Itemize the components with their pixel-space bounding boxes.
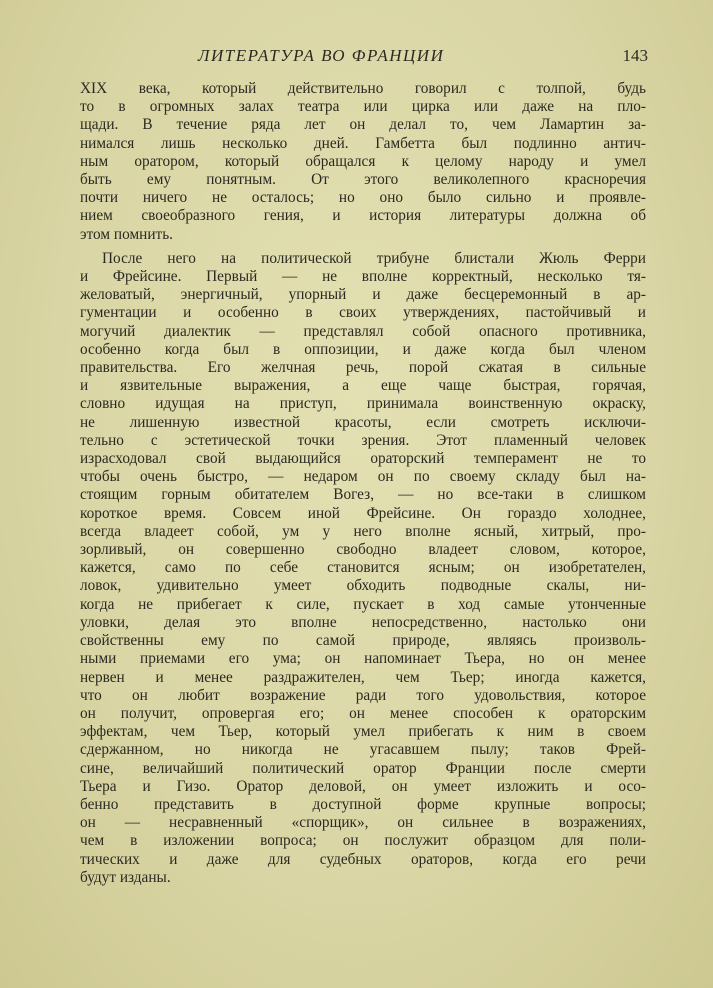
text-line: нервен и менее раздражителен, чем Тьер; иногда кажется, bbox=[80, 668, 646, 686]
text-line: свойственны ему по самой природе, являясь произволь- bbox=[80, 632, 646, 650]
text-line: желоватый, энергичный, упорный и даже бесцеремонный в ар- bbox=[80, 286, 646, 304]
text-line: короткое время. Совсем иной Фрейсине. Он гораздо холоднее, bbox=[80, 504, 646, 522]
text-line: ными приемами его ума; он напоминает Тьера, но он менее bbox=[80, 650, 646, 668]
text-line: будут изданы. bbox=[80, 868, 171, 886]
text-line: особенно когда был в оппозиции, и даже когда был членом bbox=[80, 340, 646, 358]
text-line: ловок, удивительно умеет обходить подводные скалы, ни- bbox=[80, 577, 646, 595]
text-line: чем в изложении вопроса; он послужит образцом для поли- bbox=[80, 832, 646, 850]
text-line: нием своеобразного гения, и история литературы должна об bbox=[80, 207, 646, 225]
text-line: чтобы очень быстро, — недаром он по своему складу был на- bbox=[80, 468, 646, 486]
text-line: XIX века, который действительно говорил с толпой, будь bbox=[80, 80, 646, 97]
text-line: он — несравненный «спорщик», он сильнее в возражениях, bbox=[80, 814, 646, 832]
running-title: ЛИТЕРАТУРА ВО ФРАНЦИИ bbox=[198, 46, 445, 65]
text-line: стоящим горным обитателем Вогез, — но все-таки в слишком bbox=[80, 486, 646, 504]
text-line: ным оратором, который обращался к целому народу и умел bbox=[80, 152, 646, 170]
text-line: могучий диалектик — представлял собой опасного противника, bbox=[80, 322, 646, 340]
body-text bbox=[80, 80, 646, 887]
text-line: тических и даже для судебных ораторов, когда его речи bbox=[80, 850, 646, 868]
text-line: то в огромных залах театра или цирка или даже на пло- bbox=[80, 98, 646, 116]
text-line: не лишенную известной красоты, если смотреть исключи- bbox=[80, 413, 646, 431]
text-line: сине, величайший политический оратор Франции после смерти bbox=[80, 759, 646, 777]
page-number: 143 bbox=[622, 46, 648, 65]
text-line: Тьера и Гизо. Оратор деловой, он умеет изложить и осо- bbox=[80, 777, 646, 795]
text-line: и Фрейсине. Первый — не вполне корректный, несколько тя- bbox=[80, 268, 646, 286]
text-line: нимался лишь несколько дней. Гамбетта был подлинно антич- bbox=[80, 134, 646, 152]
text-line: бенно представить в доступной форме крупные вопросы; bbox=[80, 795, 646, 813]
text-line: всегда владеет собой, ум у него вполне ясный, хитрый, про- bbox=[80, 522, 646, 540]
text-line: и язвительные выражения, а еще чаще быстрая, горячая, bbox=[80, 377, 646, 395]
text-line: кажется, само по себе становится ясным; он изобретателен, bbox=[80, 559, 646, 577]
text-line: эффектам, чем Тьер, который умел прибегать к ним в своем bbox=[80, 723, 646, 741]
text-line: правительства. Его желчная речь, порой сжатая в сильные bbox=[80, 359, 646, 377]
text-line: сдержанном, но никогда не угасавшем пылу; таков Фрей- bbox=[80, 741, 646, 759]
paragraph bbox=[80, 250, 646, 887]
paragraph bbox=[80, 80, 646, 244]
text-line: когда не прибегает к силе, пускает в ход самые утонченные bbox=[80, 595, 646, 613]
text-line: тельно с эстетической точки зрения. Этот пламенный человек bbox=[80, 431, 646, 449]
running-header bbox=[78, 46, 658, 70]
text-line: словно идущая на приступ, принимала воинственную окраску, bbox=[80, 395, 646, 413]
text-line: зорливый, он совершенно свободно владеет словом, которое, bbox=[80, 541, 646, 559]
text-line: что он любит возражение ради того удовольствия, которое bbox=[80, 686, 646, 704]
text-line: быть ему понятным. От этого великолепного красноречия bbox=[80, 171, 646, 189]
text-line: почти ничего не осталось; но оно было сильно и проявле- bbox=[80, 189, 646, 207]
text-line: израсходовал свой выдающийся ораторский темперамент не то bbox=[80, 450, 646, 468]
text-line: уловки, делая это вполне непосредственно, настолько они bbox=[80, 613, 646, 631]
text-line: гументации и особенно в своих утверждениях, пастойчивый и bbox=[80, 304, 646, 322]
text-line: После него на политической трибуне блистали Жюль Ферри bbox=[102, 249, 646, 267]
text-line: щади. В течение ряда лет он делал то, чем Ламартин за- bbox=[80, 116, 646, 134]
text-line: он получит, опровергая его; он менее способен к ораторским bbox=[80, 704, 646, 722]
text-line: этом помнить. bbox=[80, 225, 173, 243]
